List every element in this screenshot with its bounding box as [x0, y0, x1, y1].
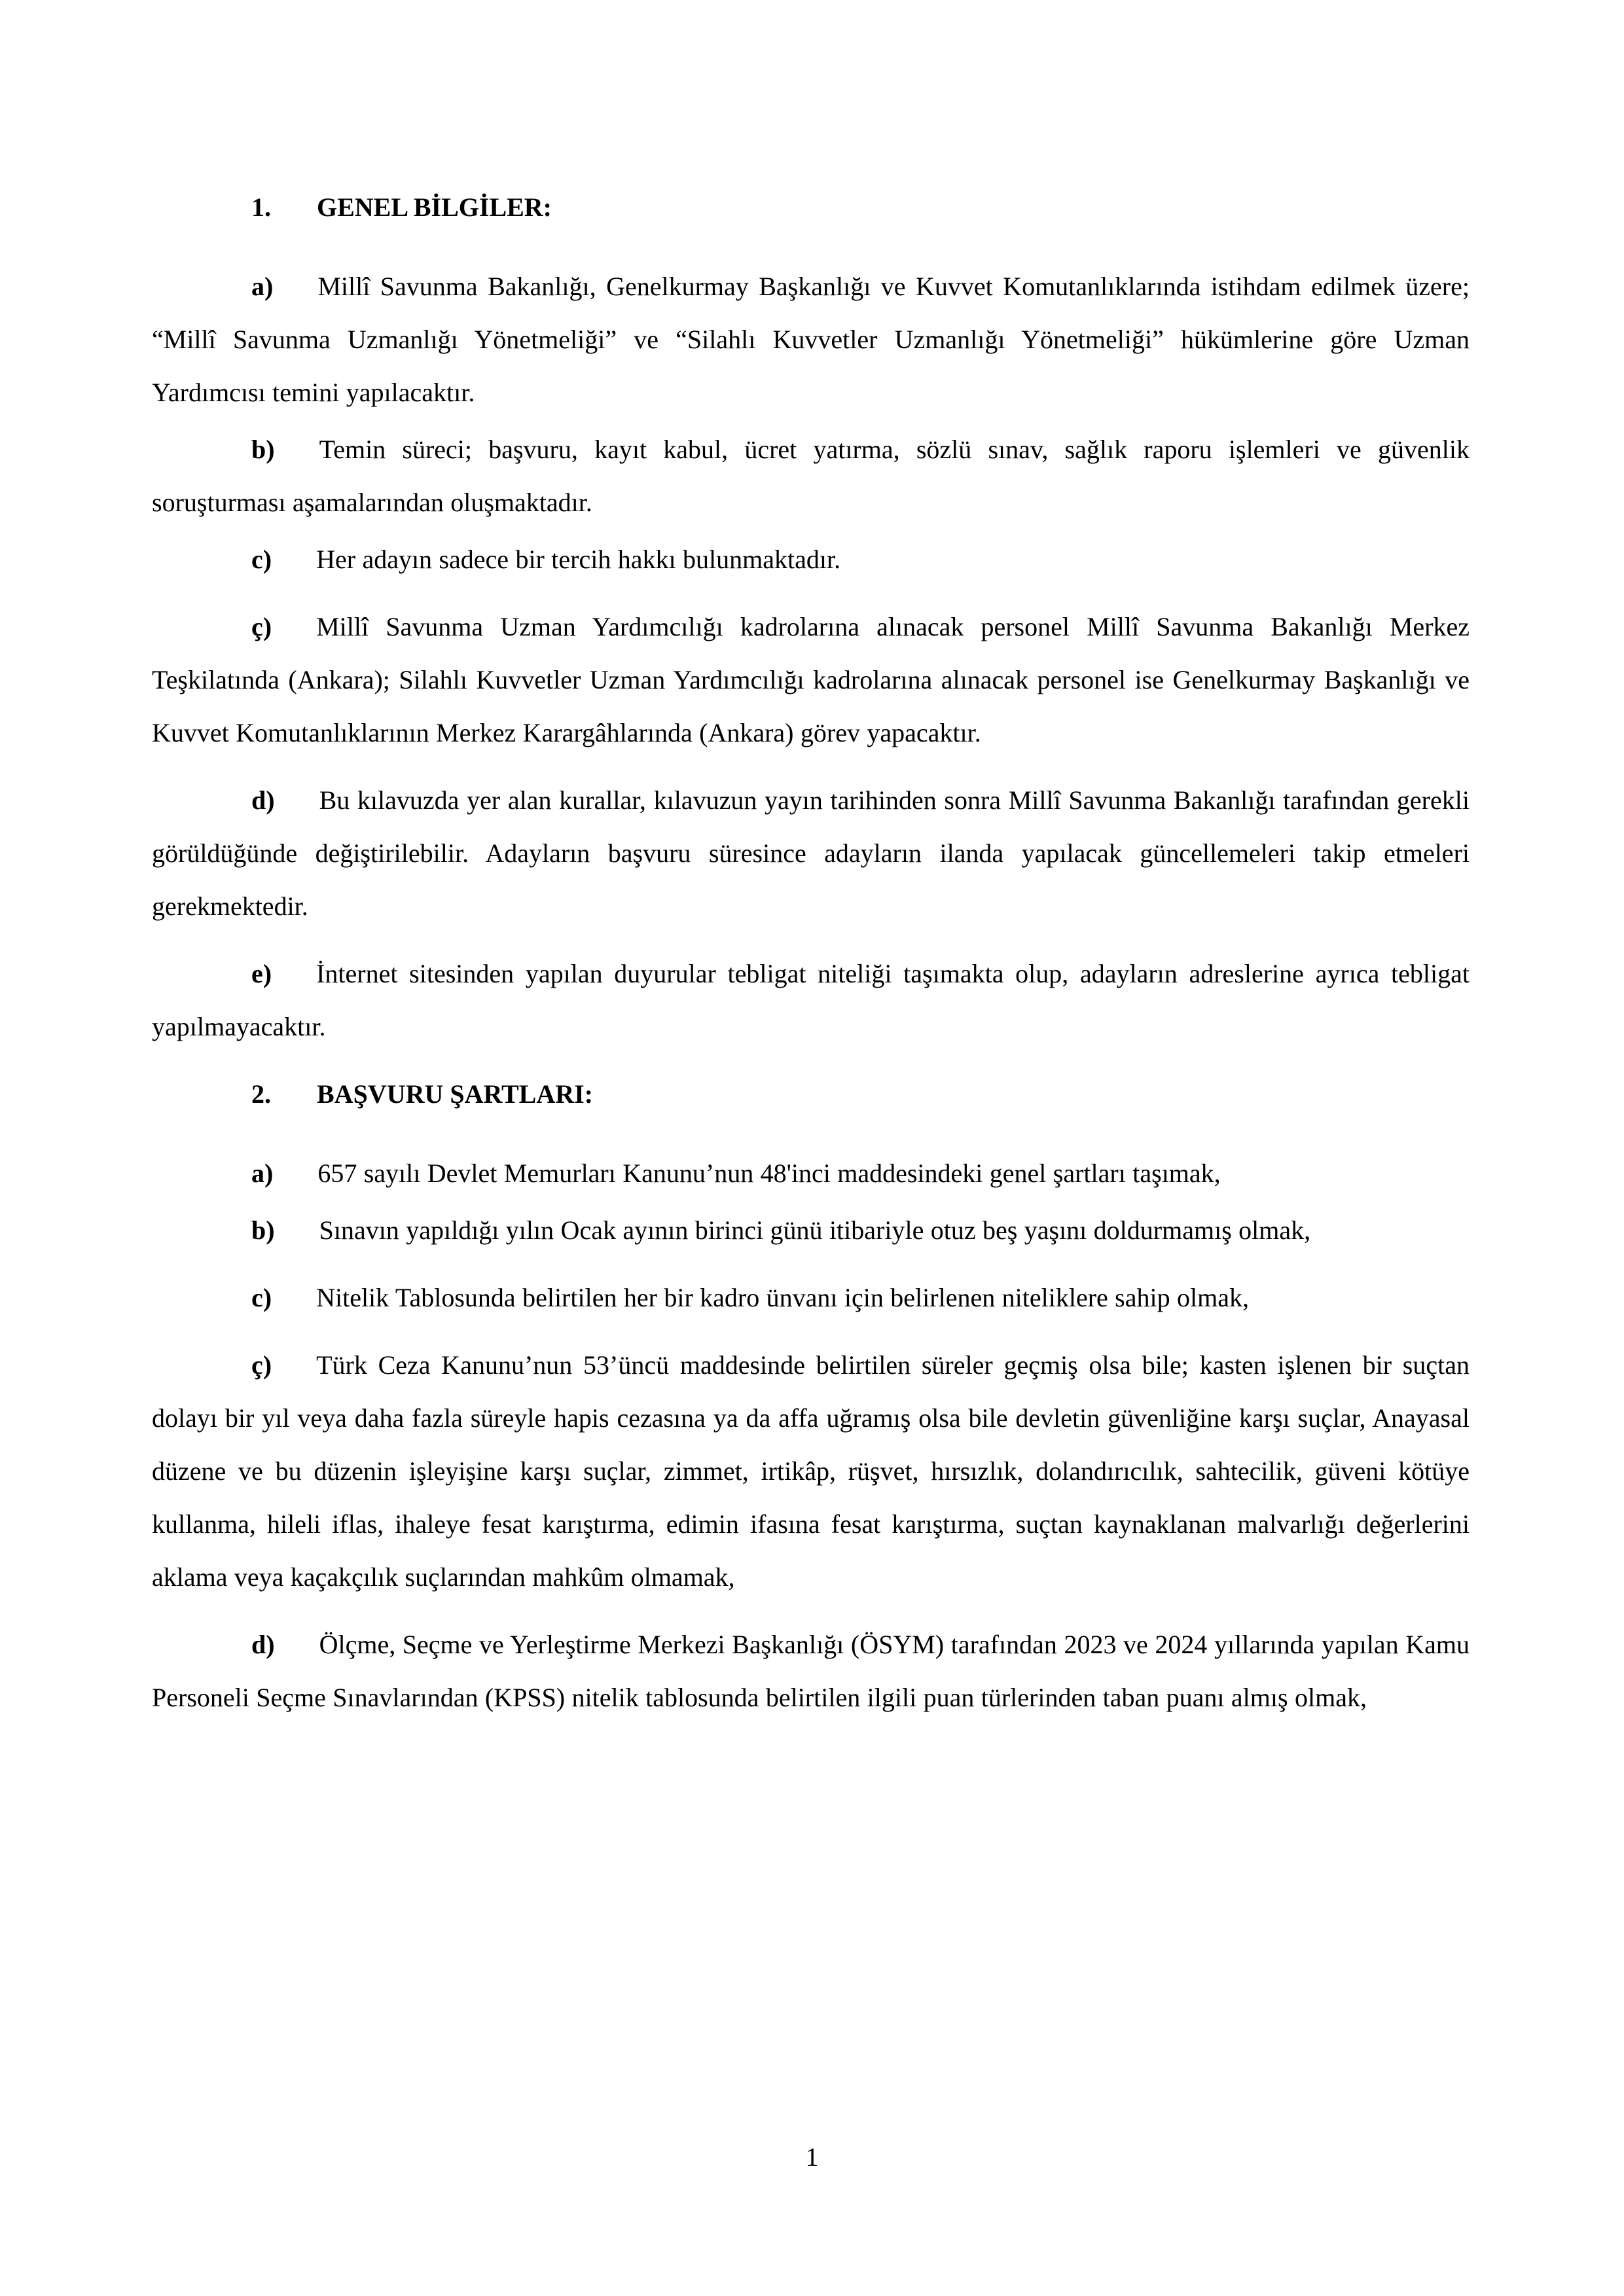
section1-item-b [152, 423, 1470, 529]
item-label: c) [251, 1283, 272, 1312]
section2-item-a [152, 1147, 1470, 1200]
item-text: Millî Savunma Uzman Yardımcılığı kadrolarına alınacak personel Millî Savunma Bakanlığı Merkez Teşkilatında (Ankara); Silahlı Kuvvetler Uzman Yardımcılığı kadrolarına alınacak personel ise Genelkurmay Başkanlığı ve Kuvvet Komutanlıklarının Merkez Karargâhlarında (Ankara) görev yapacaktır. [152, 612, 1470, 747]
section2-item-b [152, 1204, 1470, 1257]
item-label: d) [251, 785, 275, 815]
item-text: Her adayın sadece bir tercih hakkı bulunmaktadır. [316, 545, 841, 574]
item-label: a) [251, 272, 274, 301]
section-title-1: GENEL BİLGİLER: [317, 192, 552, 222]
item-text: İnternet sitesinden yapılan duyurular tebligat niteliği taşımakta olup, adayların adreslerine ayrıca tebligat yapılmayacaktır. [152, 959, 1470, 1041]
item-text: 657 sayılı Devlet Memurları Kanunu’nun 48'inci maddesindeki genel şartları taşımak, [317, 1158, 1221, 1188]
section-number-1: 1. [251, 192, 271, 222]
item-text: Bu kılavuzda yer alan kurallar, kılavuzun yayın tarihinden sonra Millî Savunma Bakanlığı tarafından gerekli görüldüğünde değiştirilebilir. Adayların başvuru süresince adayların ilanda yapılacak güncellemeleri takip etmeleri gerekmektedir. [152, 785, 1470, 921]
item-text: Ölçme, Seçme ve Yerleştirme Merkezi Başkanlığı (ÖSYM) tarafından 2023 ve 2024 yıllarında yapılan Kamu Personeli Seçme Sınavlarından (KPSS) nitelik tablosunda belirtilen ilgili puan türlerinden taban puanı almış olmak, [152, 1630, 1470, 1712]
section-heading-2 [152, 1067, 1470, 1121]
item-label: ç) [251, 612, 272, 641]
item-label: b) [251, 1215, 275, 1245]
document-body [152, 154, 1470, 1724]
item-text: Nitelik Tablosunda belirtilen her bir kadro ünvanı için belirlenen niteliklere sahip olmak, [316, 1283, 1249, 1312]
item-label: ç) [251, 1350, 272, 1380]
section1-item-a [152, 260, 1470, 419]
item-label: e) [251, 959, 272, 988]
item-text: Sınavın yapıldığı yılın Ocak ayının birinci günü itibariyle otuz beş yaşını doldurmamış olmak, [319, 1215, 1311, 1245]
section-title-2: BAŞVURU ŞARTLARI: [317, 1079, 593, 1109]
section-number-2: 2. [251, 1079, 271, 1109]
section-heading-1 [152, 181, 1470, 234]
item-text: Türk Ceza Kanunu’nun 53’üncü maddesinde belirtilen süreler geçmiş olsa bile; kasten işlenen bir suçtan dolayı bir yıl veya daha fazla süreyle hapis cezasına ya da affa uğramış olsa bile devletin güvenliğine karşı suçlar, Anayasal düzene ve bu düzenin işleyişine karşı suçlar, zimmet, irtikâp, rüşvet, hırsızlık, dolandırıcılık, sahtecilik, güveni kötüye kullanma, hileli iflas, ihaleye fesat karıştırma, edimin ifasına fesat karıştırma, suçtan kaynaklanan malvarlığı değerlerini aklama veya kaçakçılık suçlarından mahkûm olmamak, [152, 1350, 1470, 1592]
section1-item-e [152, 947, 1470, 1053]
item-text: Millî Savunma Bakanlığı, Genelkurmay Başkanlığı ve Kuvvet Komutanlıklarında istihdam edilmek üzere; “Millî Savunma Uzmanlığı Yönetmeliği” ve “Silahlı Kuvvetler Uzmanlığı Yönetmeliği” hükümlerine göre Uzman Yardımcısı temini yapılacaktır. [152, 272, 1470, 407]
item-label: d) [251, 1630, 275, 1659]
section1-item-c-cedilla [152, 600, 1470, 759]
section1-item-c [152, 533, 1470, 586]
item-label: c) [251, 545, 272, 574]
section2-item-d [152, 1618, 1470, 1724]
section2-item-c [152, 1271, 1470, 1324]
page-number: 1 [805, 2142, 819, 2172]
item-label: a) [251, 1158, 274, 1188]
section1-item-d [152, 774, 1470, 933]
item-label: b) [251, 435, 275, 464]
item-text: Temin süreci; başvuru, kayıt kabul, ücret yatırma, sözlü sınav, sağlık raporu işlemleri ve güvenlik soruşturması aşamalarından oluşmaktadır. [152, 435, 1470, 517]
section2-item-c-cedilla [152, 1338, 1470, 1604]
